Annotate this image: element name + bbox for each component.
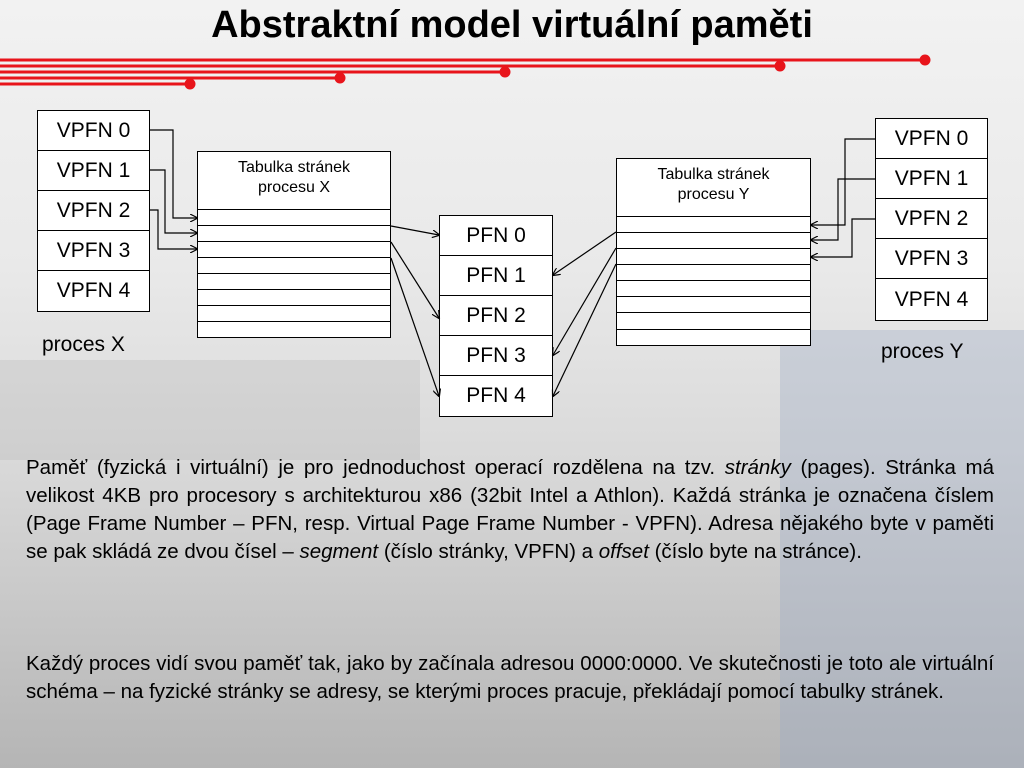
- p1-term-offset: offset: [598, 540, 649, 563]
- pfn-0: PFN 0: [439, 215, 553, 256]
- arrow-y-row2-pfn3: [553, 248, 616, 355]
- vpfn-x-4: VPFN 4: [37, 270, 150, 312]
- paragraph-2: Každý proces vidí svou paměť tak, jako by začínala adresou 0000:0000. Ve skutečnosti je toto ale virtuální schéma – na fyzické stránky se adresy, se kterými proces pracuje, překládají pomocí tabulky stránek.: [26, 652, 994, 703]
- p1-part-c: (pages). Stránka má velikost 4KB pro procesory s architekturou x86 (32bit Intel a Athlon). Každá stránka je označena číslem (Page Frame Number – PFN, resp. Virtual Page Frame Number - VPFN). Adresa nějakého byte v paměti se pak skládá ze dvou čísel –: [26, 456, 994, 563]
- vpfn-x-3: VPFN 3: [37, 230, 150, 271]
- pfn-2: PFN 2: [439, 295, 553, 336]
- vpfn-x-0: VPFN 0: [37, 110, 150, 151]
- process-y-label: proces Y: [881, 340, 964, 363]
- pfn-4: PFN 4: [439, 375, 553, 417]
- process-x-label: proces X: [42, 333, 125, 356]
- p1-term-stranky: stránky: [724, 456, 791, 479]
- arrow-x-row3-pfn4: [391, 258, 439, 396]
- page-table-y-title: Tabulka stránek procesu Y: [657, 166, 770, 203]
- arrow-y-vpfn0: [811, 139, 875, 225]
- pfn-1: PFN 1: [439, 255, 553, 296]
- vpfn-y-0: VPFN 0: [875, 118, 988, 159]
- p1-part-g: (číslo byte na stránce).: [648, 540, 862, 563]
- arrow-x-vpfn0: [150, 130, 197, 218]
- p1-part-e: (číslo stránky, VPFN) a: [378, 540, 599, 563]
- pfn-3: PFN 3: [439, 335, 553, 376]
- page-table-x-title: Tabulka stránek procesu X: [237, 159, 351, 196]
- vpfn-y-3: VPFN 3: [875, 238, 988, 279]
- arrow-y-row3-pfn4: [553, 264, 616, 396]
- vpfn-x-2: VPFN 2: [37, 190, 150, 231]
- vpfn-y-2: VPFN 2: [875, 198, 988, 239]
- vpfn-y-1: VPFN 1: [875, 158, 988, 199]
- paragraph-1: [26, 454, 994, 566]
- p1-term-segment: segment: [299, 540, 379, 563]
- arrow-y-vpfn1: [811, 179, 875, 240]
- vpfn-y-4: VPFN 4: [875, 278, 988, 321]
- page-title: Abstraktní model virtuální paměti: [211, 4, 813, 46]
- arrow-y-row1-pfn1: [553, 232, 616, 275]
- p1-part-a: Paměť (fyzická i virtuální) je pro jednoduchost operací rozdělena na tzv.: [26, 456, 725, 479]
- vpfn-x-1: VPFN 1: [37, 150, 150, 191]
- arrow-x-row1-pfn0: [391, 226, 439, 235]
